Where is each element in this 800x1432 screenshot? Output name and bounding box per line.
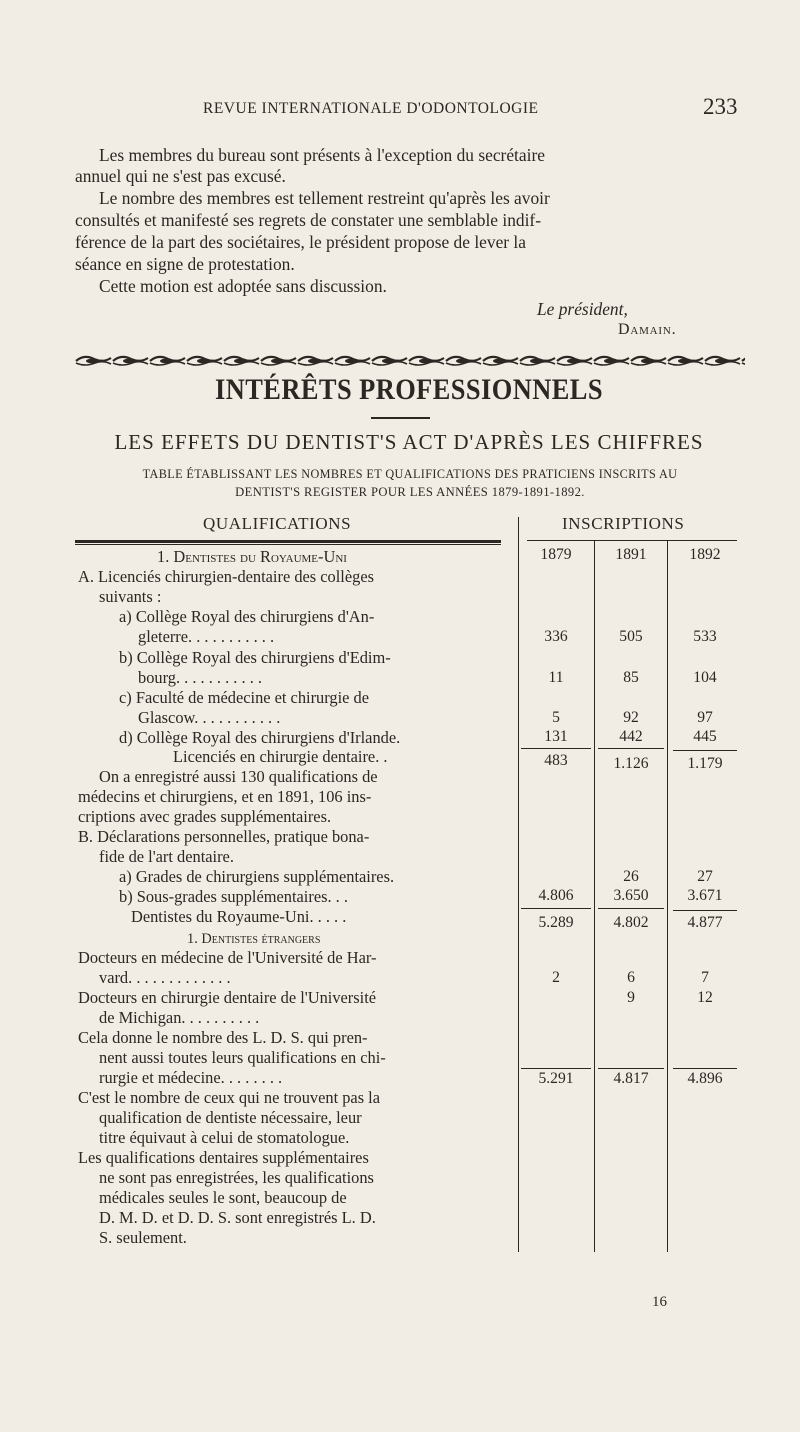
value-harvard-1879: 2 xyxy=(552,969,560,986)
value-irlande-1891: 442 xyxy=(619,728,643,745)
value-harvard-1892: 7 xyxy=(701,969,709,986)
signature-name: Damain. xyxy=(618,321,677,338)
table-caption-line-2: DENTIST'S REGISTER POUR LES ANNÉES 1879-1891-1892. xyxy=(235,485,585,499)
sum-rule xyxy=(673,1068,737,1069)
sum-rule xyxy=(673,910,737,911)
value-angleterre-1879: 336 xyxy=(544,628,568,645)
year-1879: 1879 xyxy=(540,546,572,563)
intro-line-1: Les membres du bureau sont présents à l'exception du secrétaire xyxy=(99,145,545,165)
table-line: A. Licenciés chirurgien-dentaire des collèges xyxy=(78,567,374,586)
table-caption-line-1: TABLE ÉTABLISSANT LES NOMBRES ET QUALIFICATIONS DES PRATICIENS INSCRITS AU xyxy=(142,467,678,481)
inscriptions-header-rule xyxy=(527,540,737,541)
value-licencies-total-1892: 1.179 xyxy=(687,755,723,772)
value-harvard-1891: 6 xyxy=(627,969,635,986)
intro-line-2: annuel qui ne s'est pas excusé. xyxy=(75,166,286,186)
value-royaume-uni-total-1891: 4.802 xyxy=(613,914,649,931)
table-line: d) Collège Royal des chirurgiens d'Irlande. xyxy=(119,728,401,747)
table-line: b) Collège Royal des chirurgiens d'Edim- xyxy=(119,648,391,667)
table-line: C'est le nombre de ceux qui ne trouvent pas la xyxy=(78,1088,380,1107)
sum-rule xyxy=(598,748,664,749)
value-grand-total-1879: 5.291 xyxy=(538,1070,574,1087)
table-line: gleterre. . . . . . . . . . . xyxy=(138,627,275,646)
dentistes-royaume-uni-heading: 1. Dentistes du Royaume-Uni xyxy=(157,547,347,566)
table-line: Cela donne le nombre des L. D. S. qui pren- xyxy=(78,1028,368,1047)
value-royaume-uni-total-1892: 4.877 xyxy=(687,914,723,931)
value-irlande-1879: 131 xyxy=(544,728,568,745)
value-irlande-1892: 445 xyxy=(693,728,717,745)
value-edimbourg-1892: 104 xyxy=(693,669,717,686)
table-line: rurgie et médecine. . . . . . . . xyxy=(99,1068,283,1087)
table-line: Dentistes du Royaume-Uni. . . . . xyxy=(131,907,347,926)
running-header: REVUE INTERNATIONALE D'ODONTOLOGIE xyxy=(203,100,539,117)
value-sous-grades-1891: 3.650 xyxy=(613,887,649,904)
sum-rule xyxy=(673,750,737,751)
value-michigan-1892: 12 xyxy=(697,989,713,1006)
sum-rule xyxy=(521,908,591,909)
printer-signature-mark: 16 xyxy=(652,1294,667,1310)
table-line: D. M. D. et D. D. S. sont enregistrés L. D. xyxy=(99,1208,376,1227)
table-line: ne sont pas enregistrées, les qualifications xyxy=(99,1168,374,1187)
table-line: B. Déclarations personnelles, pratique bona- xyxy=(78,827,370,846)
qualifications-header-rule xyxy=(75,540,501,543)
column-divider-1892 xyxy=(667,540,668,1252)
table-line: criptions avec grades supplémentaires. xyxy=(78,807,332,826)
article-title: LES EFFETS DU DENTIST'S ACT D'APRÈS LES CHIFFRES xyxy=(114,430,704,454)
table-line: qualification de dentiste nécessaire, leur xyxy=(99,1108,362,1127)
table-line: a) Collège Royal des chirurgiens d'An- xyxy=(119,607,375,626)
value-grand-total-1892: 4.896 xyxy=(687,1070,723,1087)
value-michigan-1891: 9 xyxy=(627,989,635,1006)
table-line: fide de l'art dentaire. xyxy=(99,847,234,866)
table-line: Docteurs en médecine de l'Université de Har- xyxy=(78,948,377,967)
value-sous-grades-1892: 3.671 xyxy=(687,887,723,904)
table-line: Les qualifications dentaires supplémentaires xyxy=(78,1148,369,1167)
value-royaume-uni-total-1879: 5.289 xyxy=(538,914,574,931)
intro-line-7: Cette motion est adoptée sans discussion. xyxy=(99,276,387,296)
dentistes-etrangers-heading: 1. Dentistes étrangers xyxy=(187,931,321,947)
qualifications-header: QUALIFICATIONS xyxy=(203,514,352,533)
value-licencies-total-1879: 483 xyxy=(544,752,568,769)
intro-line-5: férence de la part des sociétaires, le président propose de lever la xyxy=(75,232,526,252)
table-line: bourg. . . . . . . . . . . xyxy=(138,668,262,687)
table-line: médicales seules le sont, beaucoup de xyxy=(99,1188,347,1207)
table-line: vard. . . . . . . . . . . . . xyxy=(99,968,231,987)
qualifications-header-rule-thin xyxy=(75,544,501,545)
intro-line-4: consultés et manifesté ses regrets de constater une semblable indif- xyxy=(75,210,542,230)
value-glascow-1879: 5 xyxy=(552,709,560,726)
sum-rule xyxy=(521,1068,591,1069)
year-1892: 1892 xyxy=(689,546,721,563)
value-edimbourg-1879: 11 xyxy=(548,669,564,686)
column-divider-main xyxy=(518,517,519,1252)
table-line: S. seulement. xyxy=(99,1228,187,1247)
table-line: médecins et chirurgiens, et en 1891, 106 ins- xyxy=(78,787,372,806)
table-line: Docteurs en chirurgie dentaire de l'Université xyxy=(78,988,377,1007)
inscriptions-header: INSCRIPTIONS xyxy=(562,514,685,533)
table-line: de Michigan. . . . . . . . . . xyxy=(99,1008,260,1027)
value-licencies-total-1891: 1.126 xyxy=(613,755,649,772)
intro-line-6: séance en signe de protestation. xyxy=(75,254,295,274)
value-angleterre-1892: 533 xyxy=(693,628,717,645)
table-line: a) Grades de chirurgiens supplémentaires. xyxy=(119,867,395,886)
value-edimbourg-1891: 85 xyxy=(623,669,639,686)
value-angleterre-1891: 505 xyxy=(619,628,643,645)
table-line: c) Faculté de médecine et chirurgie de xyxy=(119,688,369,707)
signature-role: Le président, xyxy=(537,299,628,319)
table-line: nent aussi toutes leurs qualifications en chi- xyxy=(99,1048,386,1067)
ornamental-divider xyxy=(75,354,745,368)
table-line: Licenciés en chirurgie dentaire. . xyxy=(173,747,388,766)
value-sous-grades-1879: 4.806 xyxy=(538,887,574,904)
table-line: titre équivaut à celui de stomatologue. xyxy=(99,1128,350,1147)
table-line: b) Sous-grades supplémentaires. . . xyxy=(119,887,348,906)
section-title: INTÉRÊTS PROFESSIONNELS xyxy=(215,373,603,406)
table-line: On a enregistré aussi 130 qualifications de xyxy=(99,767,378,786)
intro-line-3: Le nombre des membres est tellement restreint qu'après les avoir xyxy=(99,188,550,208)
value-grades-supp-1891: 26 xyxy=(623,868,639,885)
sum-rule xyxy=(521,748,591,749)
column-divider-1891 xyxy=(594,540,595,1252)
sum-rule xyxy=(598,908,664,909)
table-line: Glascow. . . . . . . . . . . xyxy=(138,708,281,727)
year-1891: 1891 xyxy=(615,546,647,563)
value-grades-supp-1892: 27 xyxy=(697,868,713,885)
section-title-rule xyxy=(371,417,430,419)
sum-rule xyxy=(598,1068,664,1069)
value-glascow-1891: 92 xyxy=(623,709,639,726)
page-number: 233 xyxy=(703,94,738,119)
table-line: suivants : xyxy=(99,587,162,606)
value-grand-total-1891: 4.817 xyxy=(613,1070,649,1087)
value-glascow-1892: 97 xyxy=(697,709,713,726)
